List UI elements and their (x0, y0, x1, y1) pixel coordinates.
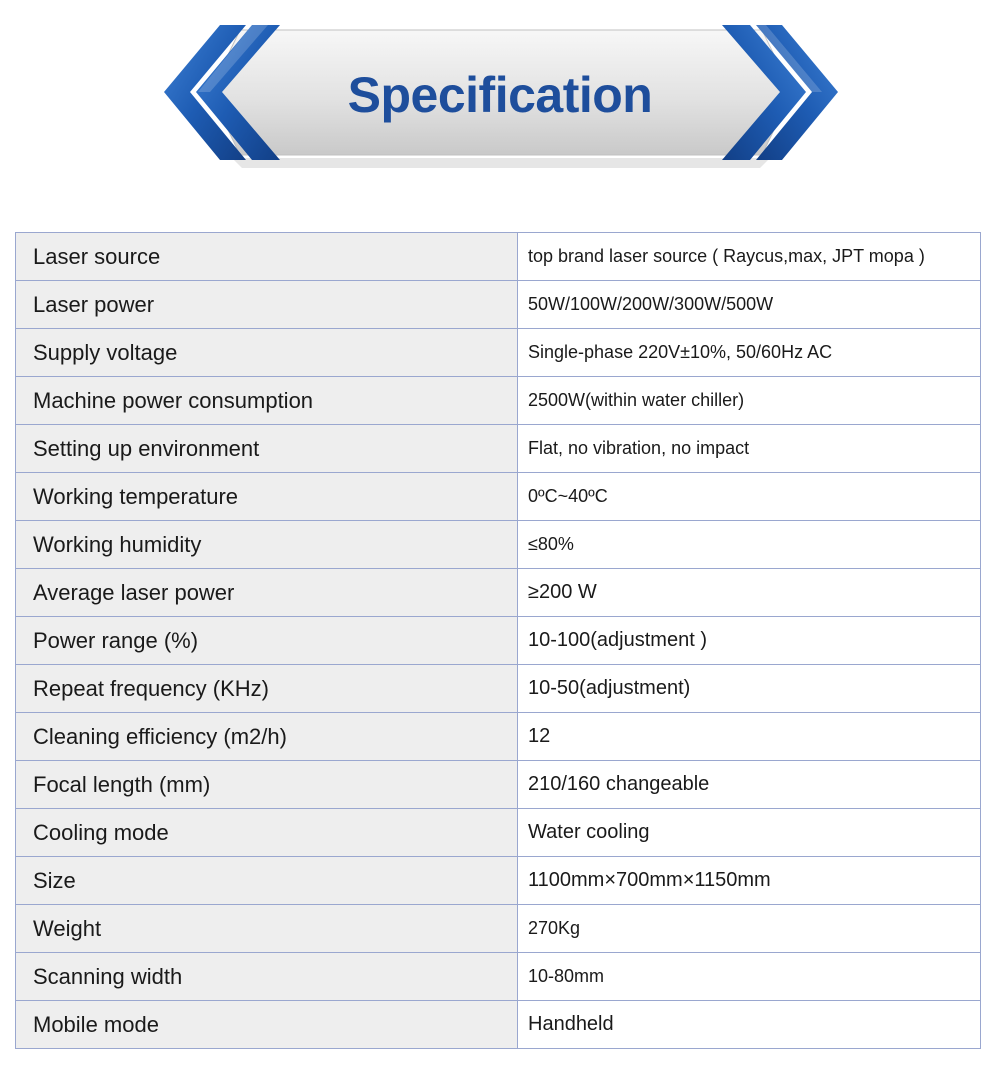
table-row (16, 377, 981, 425)
table-row (16, 329, 981, 377)
spec-value-cell: ≥200 W (518, 569, 981, 617)
spec-value-cell: 50W/100W/200W/300W/500W (518, 281, 981, 329)
spec-value-cell: Water cooling (518, 809, 981, 857)
spec-parameter-cell: Supply voltage (16, 329, 518, 377)
table-row (16, 473, 981, 521)
spec-parameter-cell: Mobile mode (16, 1001, 518, 1049)
table-row (16, 521, 981, 569)
spec-parameter-cell: Scanning width (16, 953, 518, 1001)
spec-parameter-cell: Working temperature (16, 473, 518, 521)
spec-value-cell: top brand laser source ( Raycus,max, JPT mopa ) (518, 233, 981, 281)
spec-value-cell: 12 (518, 713, 981, 761)
spec-parameter-cell: Weight (16, 905, 518, 953)
spec-value-cell: 1100mm×700mm×1150mm (518, 857, 981, 905)
spec-parameter-cell: Setting up environment (16, 425, 518, 473)
spec-value-cell: Flat, no vibration, no impact (518, 425, 981, 473)
table-row (16, 809, 981, 857)
table-row (16, 953, 981, 1001)
table-row (16, 761, 981, 809)
table-row (16, 713, 981, 761)
spec-value-cell: 210/160 changeable (518, 761, 981, 809)
spec-value-cell: Handheld (518, 1001, 981, 1049)
table-row (16, 665, 981, 713)
spec-parameter-cell: Machine power consumption (16, 377, 518, 425)
table-row (16, 233, 981, 281)
spec-parameter-cell: Power range (%) (16, 617, 518, 665)
spec-parameter-cell: Size (16, 857, 518, 905)
spec-value-cell: 10-100(adjustment ) (518, 617, 981, 665)
table-row (16, 281, 981, 329)
spec-value-cell: 10-80mm (518, 953, 981, 1001)
spec-value-cell: 10-50(adjustment) (518, 665, 981, 713)
spec-parameter-cell: Average laser power (16, 569, 518, 617)
spec-value-cell: 270Kg (518, 905, 981, 953)
spec-parameter-cell: Focal length (mm) (16, 761, 518, 809)
spec-parameter-cell: Laser source (16, 233, 518, 281)
table-row (16, 857, 981, 905)
table-row (16, 569, 981, 617)
spec-parameter-cell: Laser power (16, 281, 518, 329)
page-title: Specification (347, 67, 653, 123)
spec-value-cell: Single-phase 220V±10%, 50/60Hz AC (518, 329, 981, 377)
specification-banner (0, 0, 1000, 200)
spec-value-cell: 2500W(within water chiller) (518, 377, 981, 425)
specification-table-body (16, 233, 981, 1049)
table-row (16, 1001, 981, 1049)
specification-table (15, 232, 981, 1049)
spec-value-cell: 0ºC~40ºC (518, 473, 981, 521)
spec-parameter-cell: Repeat frequency (KHz) (16, 665, 518, 713)
spec-parameter-cell: Cleaning efficiency (m2/h) (16, 713, 518, 761)
spec-parameter-cell: Working humidity (16, 521, 518, 569)
spec-parameter-cell: Cooling mode (16, 809, 518, 857)
table-row (16, 425, 981, 473)
spec-value-cell: ≤80% (518, 521, 981, 569)
table-row (16, 905, 981, 953)
table-row (16, 617, 981, 665)
